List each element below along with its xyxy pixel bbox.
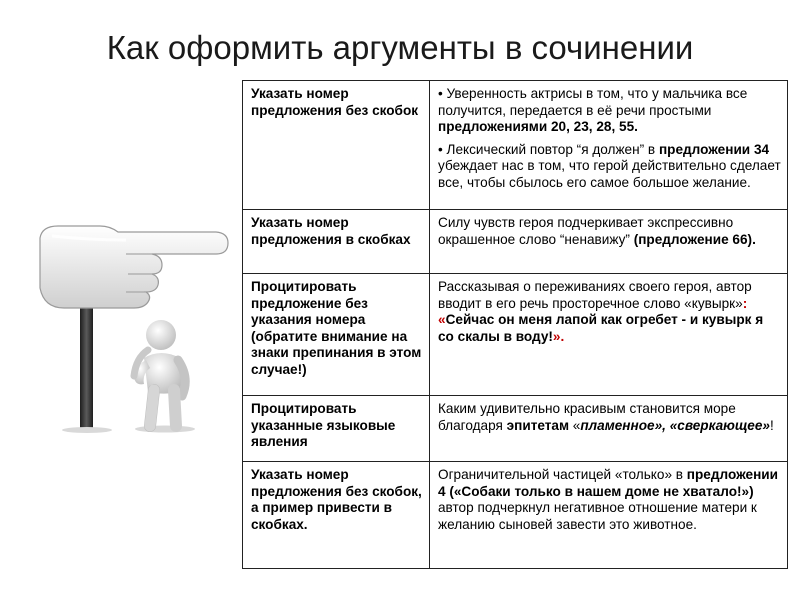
table-row xyxy=(243,396,788,462)
example-cell xyxy=(430,462,788,569)
example-paragraph: Рассказывая о переживаниях своего героя, автор вводит в его речь просторечное слово «кувырк»: «Сейчас он меня лапой как огребет - и кувырк я со скалы в воду!». xyxy=(438,279,764,344)
criterion-cell: Указать номер предложения в скобках xyxy=(243,210,430,274)
criterion-cell: Процитировать указанные языковые явления xyxy=(243,396,430,462)
example-paragraph: Ограничительной частицей «только» в предложении 4 («Собаки только в нашем доме не хватало!») автор подчеркнул негативное отношение матери к желанию сыновей завести это животное. xyxy=(438,467,779,532)
example-cell xyxy=(430,396,788,462)
example-paragraph: Каким удивительно красивым становится море благодаря эпитетам «пламенное», «сверкающее»! xyxy=(438,401,774,433)
pointing-sign-illustration xyxy=(30,218,245,433)
criterion-cell: Процитировать предложение без указания номера (обратите внимание на знаки препинания в этом случае!) xyxy=(243,274,430,396)
example-cell xyxy=(430,210,788,274)
table-row xyxy=(243,274,788,396)
example-paragraph: Силу чувств героя подчеркивает экспрессивно окрашенное слово “ненавижу” (предложение 66). xyxy=(438,215,756,247)
example-cell xyxy=(430,274,788,396)
criterion-cell: Указать номер предложения без скобок, а пример привести в скобках. xyxy=(243,462,430,569)
signpost-base-shadow xyxy=(62,427,112,433)
table-row xyxy=(243,81,788,210)
table-row xyxy=(243,462,788,569)
slide-title: Как оформить аргументы в сочинении xyxy=(106,29,694,66)
thinking-figure xyxy=(134,320,195,433)
criterion-cell: Указать номер предложения без скобок xyxy=(243,81,430,210)
table-row xyxy=(243,210,788,274)
example-paragraph: • Лексический повтор “я должен” в предложении 34 убеждает нас в том, что герой действительно сделает все, чтобы сбылось его самое большое желание. xyxy=(438,141,781,190)
arguments-table xyxy=(242,80,788,569)
pointing-hand-sign xyxy=(40,226,228,308)
example-cell xyxy=(430,81,788,210)
example-paragraph: • Уверенность актрисы в том, что у мальчика все получится, передается в её речи простыми предложениями 20, 23, 28, 55. xyxy=(438,86,748,134)
